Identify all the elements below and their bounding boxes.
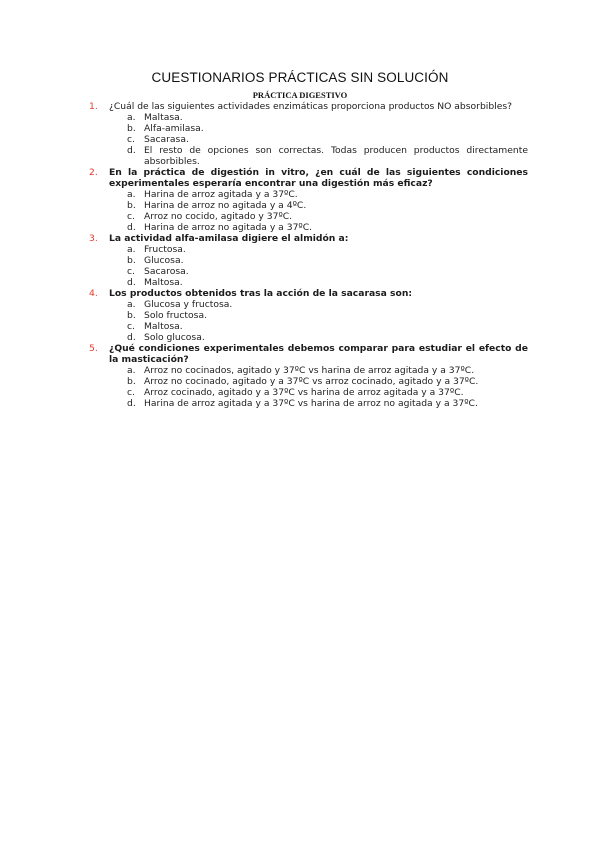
option-item bbox=[109, 211, 528, 222]
option-text: Arroz cocinado, agitado y a 37ºC vs harina de arroz agitada y a 37ºC. bbox=[144, 387, 464, 398]
option-text: Maltosa. bbox=[144, 277, 183, 288]
question-text: ¿Cuál de las siguientes actividades enzimáticas proporciona productos NO absorbibles? bbox=[109, 101, 513, 112]
option-text: El resto de opciones son correctas. Todas producen productos directamente absorbibles. bbox=[144, 145, 528, 167]
option-letter: d. bbox=[127, 222, 136, 233]
option-text: Arroz no cocinado, agitado y a 37ºC vs arroz cocinado, agitado y a 37ºC. bbox=[144, 376, 479, 387]
option-letter: c. bbox=[127, 211, 135, 222]
option-letter: a. bbox=[127, 244, 136, 255]
option-text: Alfa-amilasa. bbox=[144, 123, 204, 134]
option-letter: c. bbox=[127, 266, 135, 277]
option-letter: b. bbox=[127, 310, 136, 321]
option-letter: b. bbox=[127, 255, 136, 266]
option-letter: a. bbox=[127, 365, 136, 376]
option-text: Arroz no cocido, agitado y 37ºC. bbox=[144, 211, 293, 222]
option-item bbox=[109, 134, 528, 145]
option-item bbox=[109, 145, 528, 167]
question-text: La actividad alfa-amilasa digiere el almidón a: bbox=[109, 233, 349, 244]
option-text: Harina de arroz agitada y a 37ºC vs harina de arroz no agitada y a 37ºC. bbox=[144, 398, 478, 409]
option-text: Harina de arroz agitada y a 37ºC. bbox=[144, 189, 298, 200]
option-letter: a. bbox=[127, 112, 136, 123]
option-item bbox=[109, 112, 528, 123]
option-item bbox=[109, 376, 528, 387]
option-letter: d. bbox=[127, 277, 136, 288]
option-item bbox=[109, 222, 528, 233]
option-text: Arroz no cocinados, agitado y 37ºC vs harina de arroz agitada y a 37ºC. bbox=[144, 365, 475, 376]
question-text: Los productos obtenidos tras la acción de la sacarasa son: bbox=[109, 288, 413, 299]
question-text: ¿Qué condiciones experimentales debemos comparar para estudiar el efecto de la masticación? bbox=[109, 343, 528, 365]
question-3 bbox=[88, 233, 528, 288]
question-5 bbox=[88, 343, 528, 409]
option-text: Sacarosa. bbox=[144, 266, 189, 277]
option-list bbox=[109, 189, 528, 233]
option-list bbox=[109, 244, 528, 288]
question-1 bbox=[88, 101, 528, 167]
option-text: Fructosa. bbox=[144, 244, 186, 255]
option-list bbox=[109, 365, 528, 409]
option-text: Harina de arroz no agitada y a 4ºC. bbox=[144, 200, 307, 211]
question-number: 5. bbox=[89, 343, 98, 354]
question-number: 3. bbox=[89, 233, 98, 244]
option-item bbox=[109, 255, 528, 266]
option-letter: c. bbox=[127, 387, 135, 398]
option-item bbox=[109, 123, 528, 134]
option-item bbox=[109, 277, 528, 288]
option-text: Solo glucosa. bbox=[144, 332, 205, 343]
option-text: Sacarasa. bbox=[144, 134, 189, 145]
option-text: Solo fructosa. bbox=[144, 310, 207, 321]
option-letter: d. bbox=[127, 332, 136, 343]
option-item bbox=[109, 200, 528, 211]
option-text: Glucosa y fructosa. bbox=[144, 299, 233, 310]
option-list bbox=[109, 112, 528, 167]
option-letter: b. bbox=[127, 123, 136, 134]
question-number: 4. bbox=[89, 288, 98, 299]
option-item bbox=[109, 387, 528, 398]
option-text: Maltosa. bbox=[144, 321, 183, 332]
question-number: 2. bbox=[89, 167, 98, 178]
option-text: Glucosa. bbox=[144, 255, 184, 266]
question-2 bbox=[88, 167, 528, 233]
option-item bbox=[109, 244, 528, 255]
option-letter: a. bbox=[127, 299, 136, 310]
question-text: En la práctica de digestión in vitro, ¿en cuál de las siguientes condiciones experimentales esperaría encontrar una digestión más eficaz? bbox=[109, 167, 528, 189]
question-4 bbox=[88, 288, 528, 343]
option-item bbox=[109, 332, 528, 343]
option-letter: c. bbox=[127, 321, 135, 332]
option-text: Maltasa. bbox=[144, 112, 183, 123]
option-item bbox=[109, 299, 528, 310]
option-letter: d. bbox=[127, 145, 136, 156]
question-list bbox=[88, 101, 528, 409]
option-letter: d. bbox=[127, 398, 136, 409]
option-list bbox=[109, 299, 528, 343]
option-item bbox=[109, 365, 528, 376]
option-item bbox=[109, 321, 528, 332]
option-item bbox=[109, 266, 528, 277]
option-letter: b. bbox=[127, 200, 136, 211]
option-letter: b. bbox=[127, 376, 136, 387]
page-subtitle: PRÁCTICA DIGESTIVO bbox=[252, 90, 348, 100]
question-number: 1. bbox=[89, 101, 98, 112]
option-letter: a. bbox=[127, 189, 136, 200]
option-letter: c. bbox=[127, 134, 135, 145]
option-text: Harina de arroz no agitada y a 37ºC. bbox=[144, 222, 313, 233]
page-title: CUESTIONARIOS PRÁCTICAS SIN SOLUCIÓN bbox=[151, 70, 449, 85]
option-item bbox=[109, 189, 528, 200]
option-item bbox=[109, 398, 528, 409]
option-item bbox=[109, 310, 528, 321]
